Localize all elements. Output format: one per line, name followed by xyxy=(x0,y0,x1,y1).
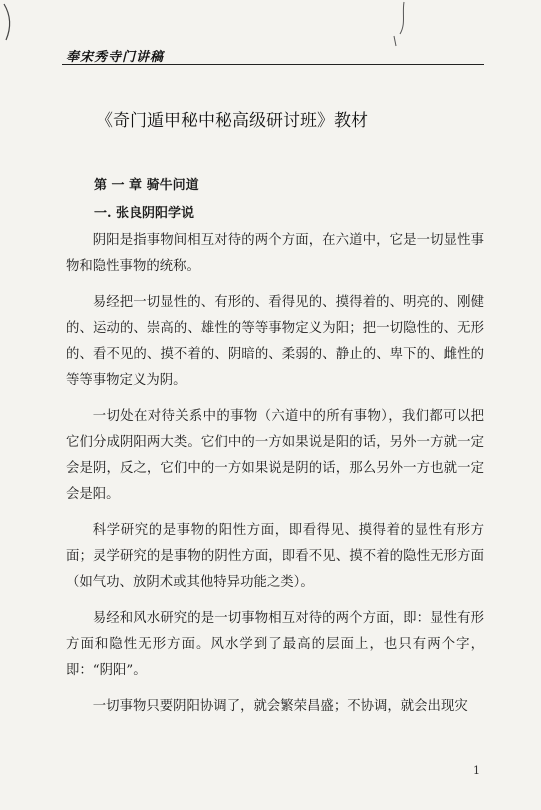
header-rule xyxy=(62,64,484,65)
scan-mark-top-right xyxy=(386,0,416,60)
paragraph: 科学研究的是事物的阳性方面，即看得见、摸得着的显性有形方面；灵学研究的是事物的阴性方面，即看不见、摸不着的隐性无形方面（如气功、放阴术或其他特异功能之类）。 xyxy=(66,523,484,590)
chapter-heading: 第 一 章 骑牛问道 xyxy=(94,178,199,193)
document-title: 《奇门遁甲秘中秘高级研讨班》教材 xyxy=(96,111,368,131)
paragraph: 易经把一切显性的、有形的、看得见的、摸得着的、明亮的、刚健的、运动的、崇高的、雄性的等等事物定义为阳；把一切隐性的、无形的、看不见的、摸不着的、阴暗的、柔弱的、静止的、卑下的、雌性的等等事物定义为阴。 xyxy=(66,295,484,388)
scan-mark-left xyxy=(0,0,20,60)
running-header: 奉宋秀寺门讲稿 xyxy=(66,50,165,65)
paragraph: 一切事物只要阴阳协调了，就会繁荣昌盛；不协调，就会出现灾 xyxy=(92,699,468,714)
paragraph: 一切处在对待关系中的事物（六道中的所有事物），我们都可以把它们分成阴阳两大类。它们中的一方如果说是阳的话，另外一方就一定会是阴，反之，它们中的一方如果说是阴的话，那么另外一方也就一定会是阳。 xyxy=(66,409,484,502)
section-heading: 一. 张良阴阳学说 xyxy=(94,206,195,221)
paragraph: 阴阳是指事物间相互对待的两个方面，在六道中，它是一切显性事物和隐性事物的统称。 xyxy=(66,233,484,274)
page-number: 1 xyxy=(473,764,480,777)
paragraph: 易经和风水研究的是一切事物相互对待的两个方面，即：显性有形方面和隐性无形方面。风水学到了最高的层面上，也只有两个字，即：“阴阳”。 xyxy=(66,611,484,678)
body-text xyxy=(66,228,484,730)
